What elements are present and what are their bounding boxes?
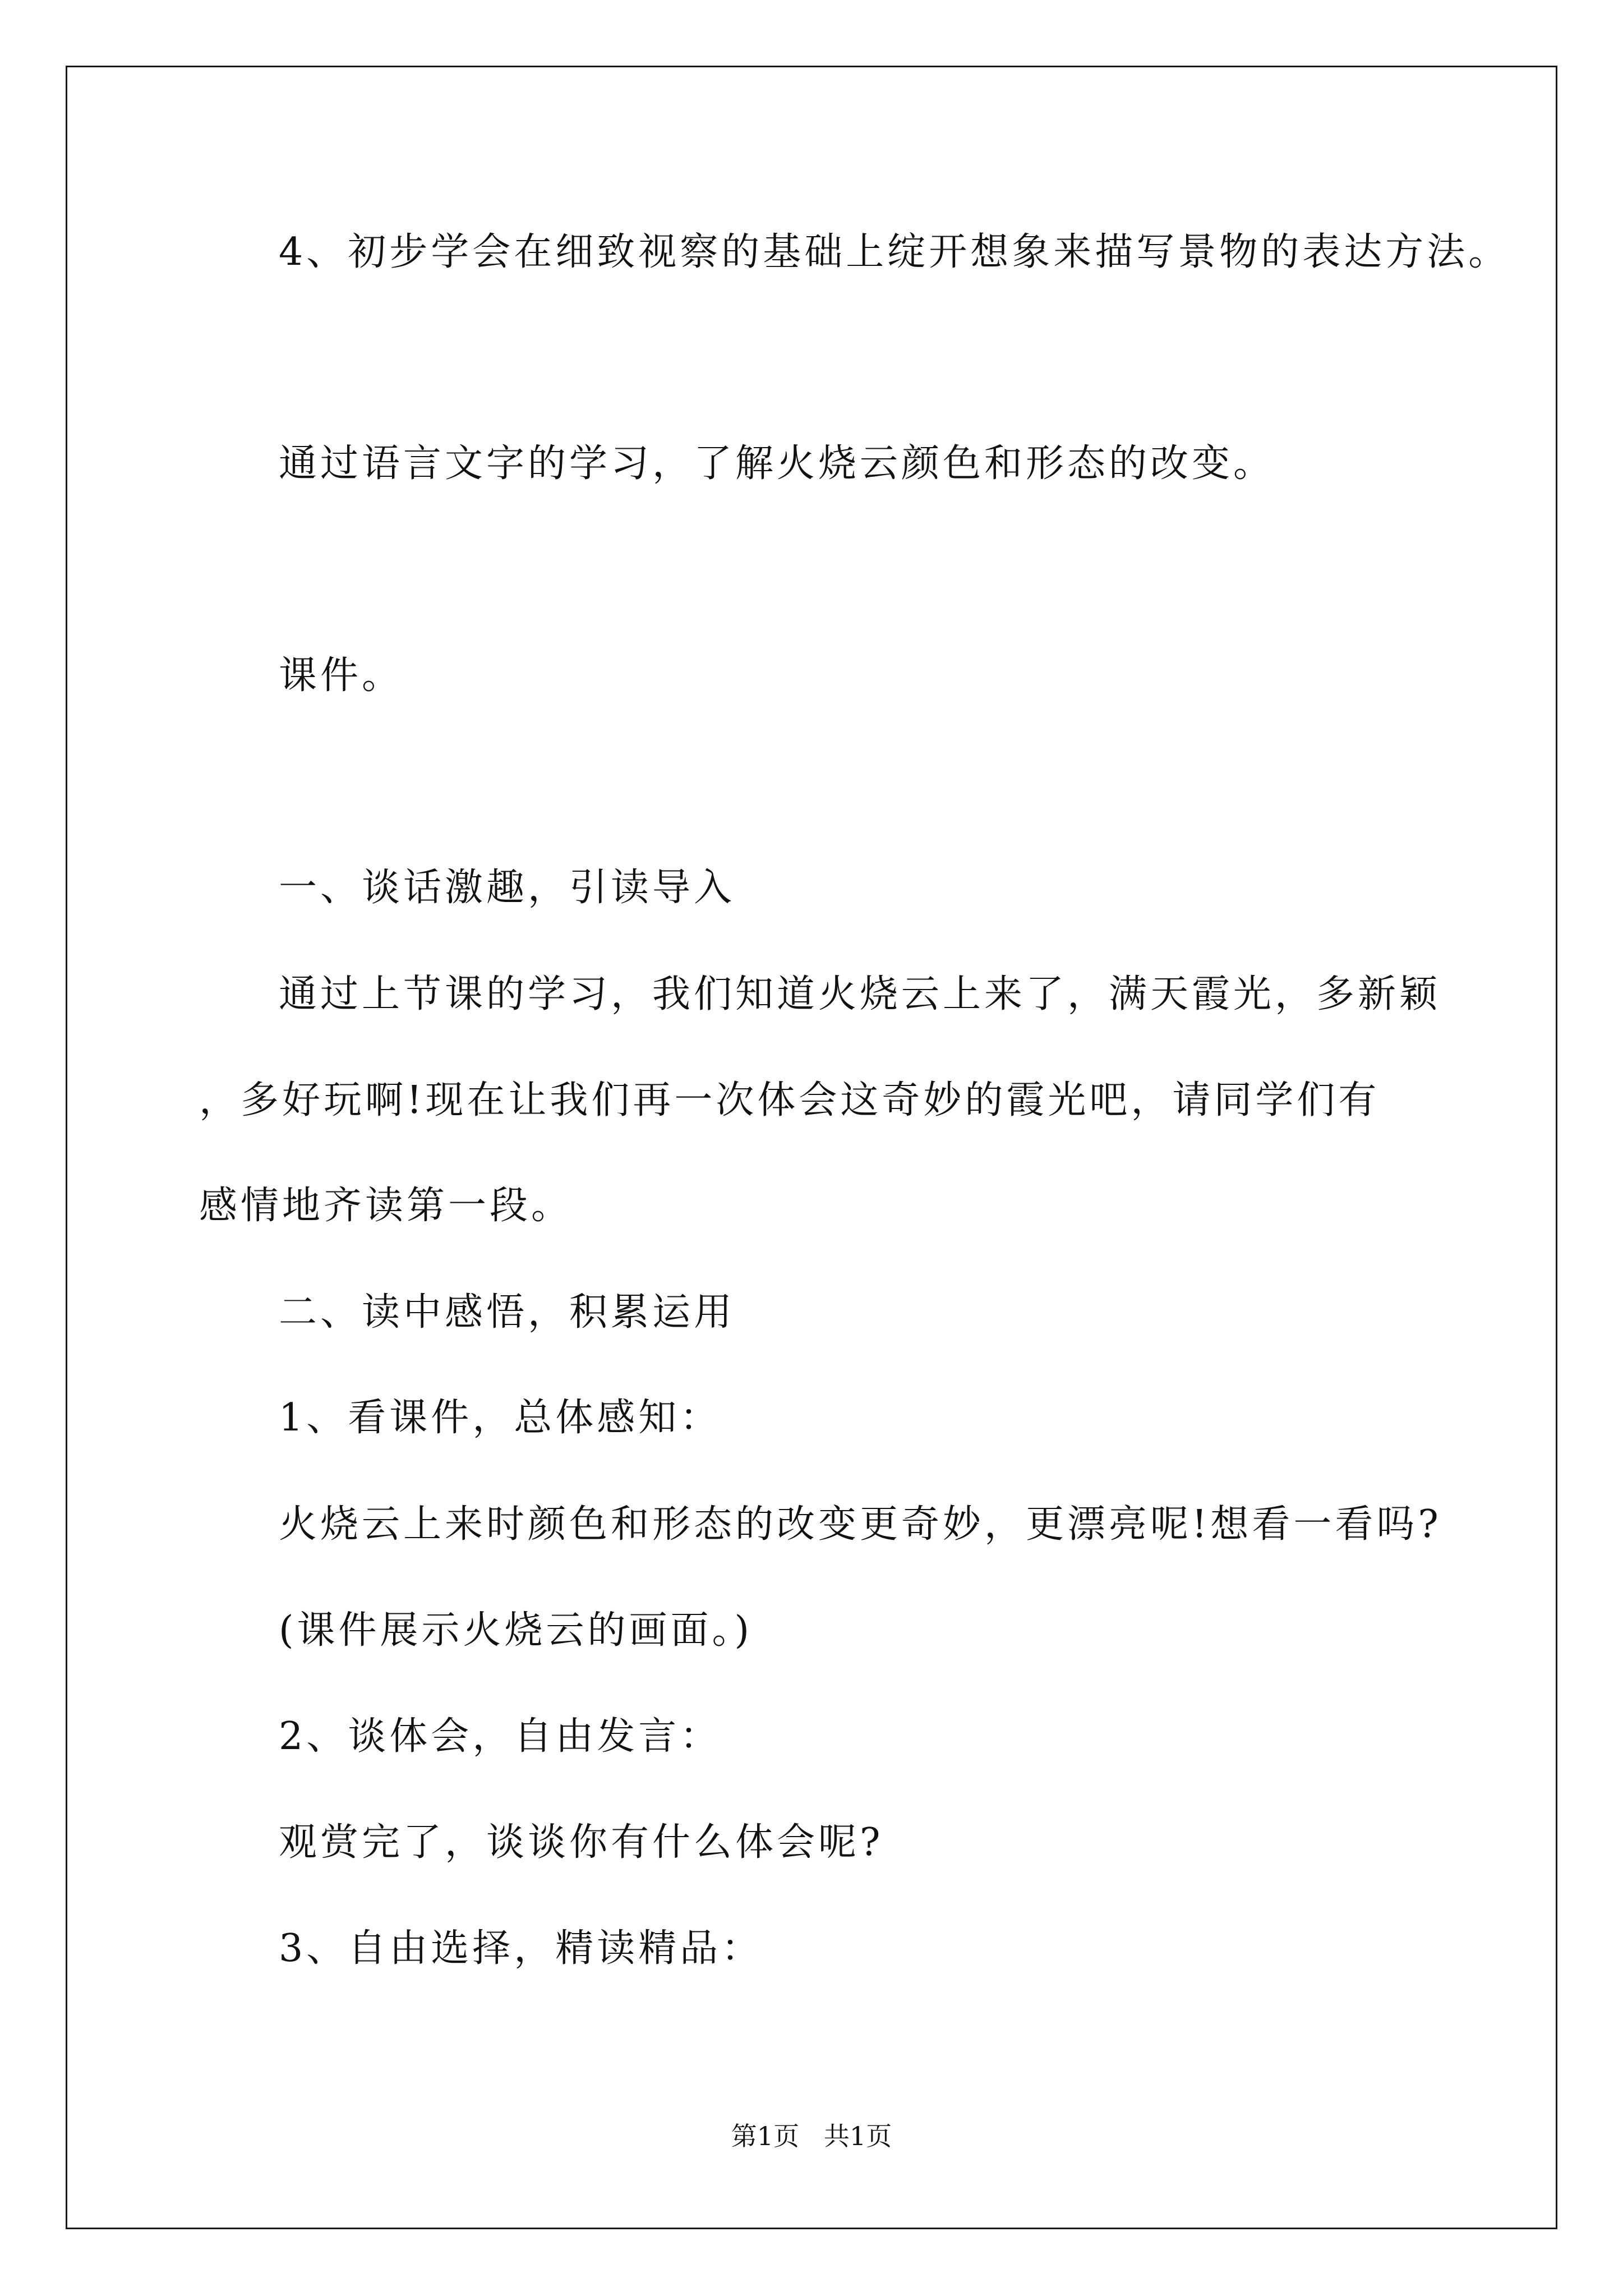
step-3: 3、自由选择，精读精品：: [279, 1926, 763, 1971]
section-heading-1: 一、谈话激趣，引读导入: [279, 866, 736, 910]
paragraph-5: 火烧云上来时颜色和形态的改变更奇妙，更漂亮呢!想看一看吗?: [279, 1502, 1442, 1547]
page-border: [66, 66, 1557, 2229]
paragraph-6: (课件展示火烧云的画面。): [279, 1608, 753, 1653]
paragraph-3: 课件。: [279, 654, 404, 698]
paragraph-4-line-2: ，多好玩啊!现在让我们再一次体会这奇妙的霞光吧，请同学们有: [199, 1078, 1380, 1122]
paragraph-4-line-3: 感情地齐读第一段。: [199, 1184, 573, 1228]
paragraph-7: 观赏完了，谈谈你有什么体会呢?: [279, 1820, 884, 1865]
section-heading-2: 二、读中感悟，积累运用: [279, 1290, 736, 1335]
paragraph-1: 4、初步学会在细致视察的基础上绽开想象来描写景物的表达方法。: [279, 230, 1510, 274]
step-1: 1、看课件，总体感知：: [279, 1396, 722, 1440]
paragraph-4-line-1: 通过上节课的学习，我们知道火烧云上来了，满天霞光，多新颖: [279, 972, 1441, 1016]
page-footer: 第1页 共1页: [731, 2121, 892, 2151]
step-2: 2、谈体会，自由发言：: [279, 1714, 722, 1759]
paragraph-2: 通过语言文字的学习，了解火烧云颜色和形态的改变。: [279, 441, 1275, 486]
